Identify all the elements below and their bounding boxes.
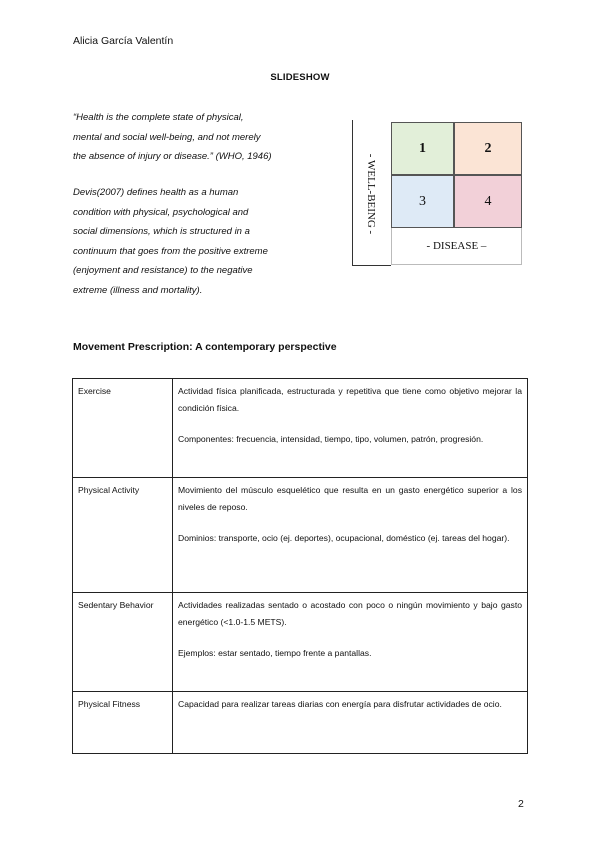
health-matrix <box>352 120 522 267</box>
devis-definition <box>73 183 318 300</box>
who-quote <box>73 108 318 167</box>
table-row <box>73 593 528 692</box>
definitions-table <box>72 378 528 754</box>
devis-line: Devis(2007) defines health as a human <box>73 187 239 198</box>
definition-paragraph: Ejemplos: estar sentado, tiempo frente a pantallas. <box>178 648 372 658</box>
section-heading: Movement Prescription: A contemporary perspective <box>73 341 337 353</box>
term-cell: Physical Fitness <box>73 692 173 754</box>
table-row <box>73 692 528 754</box>
devis-line: continuum that goes from the positive extreme <box>73 245 268 257</box>
matrix-cell-4: 4 <box>454 175 522 228</box>
table-row <box>73 379 528 478</box>
author-name: Alicia García Valentín <box>73 35 174 47</box>
definition-paragraph: Actividad física planificada, estructurada y repetitiva que tiene como objetivo mejorar la condición física. <box>178 386 522 413</box>
definition-paragraph: Dominios: transporte, ocio (ej. deportes), ocupacional, doméstico (ej. tareas del hogar). <box>178 533 510 543</box>
definition-cell <box>173 379 528 478</box>
matrix-cell-1: 1 <box>391 122 454 175</box>
table-row <box>73 478 528 593</box>
wellbeing-axis-label: - WELL-BEING - <box>365 153 377 235</box>
definition-cell <box>173 478 528 593</box>
page-title: SLIDESHOW <box>270 72 330 83</box>
devis-line: social dimensions, which is structured in a <box>73 226 250 237</box>
definition-cell <box>173 593 528 692</box>
devis-line: (enjoyment and resistance) to the negative <box>73 265 253 276</box>
matrix-cell-3: 3 <box>391 175 454 228</box>
quote-line: mental and social well-being, and not merely <box>73 131 261 143</box>
term-cell: Sedentary Behavior <box>73 593 173 692</box>
definition-paragraph: Movimiento del músculo esquelético que resulta en un gasto energético superior a los niveles de reposo. <box>178 485 522 512</box>
quote-line: “Health is the complete state of physical, <box>73 112 244 123</box>
term-cell: Exercise <box>73 379 173 478</box>
definition-paragraph: Capacidad para realizar tareas diarias con energía para disfrutar actividades de ocio. <box>178 699 502 709</box>
definition-paragraph: Componentes: frecuencia, intensidad, tiempo, tipo, volumen, patrón, progresión. <box>178 434 484 444</box>
page-number: 2 <box>518 798 524 810</box>
devis-line: extreme (illness and mortality). <box>73 284 203 296</box>
term-cell: Physical Activity <box>73 478 173 593</box>
definition-paragraph: Actividades realizadas sentado o acostado con poco o ningún movimiento y bajo gasto energético (<1.0-1.5 METS). <box>178 600 522 627</box>
definition-cell <box>173 692 528 754</box>
matrix-cell-2: 2 <box>454 122 522 175</box>
quote-line: the absence of injury or disease.” (WHO, 1946) <box>73 151 272 162</box>
disease-axis-label: - DISEASE – <box>391 228 522 265</box>
devis-line: condition with physical, psychological and <box>73 206 249 218</box>
